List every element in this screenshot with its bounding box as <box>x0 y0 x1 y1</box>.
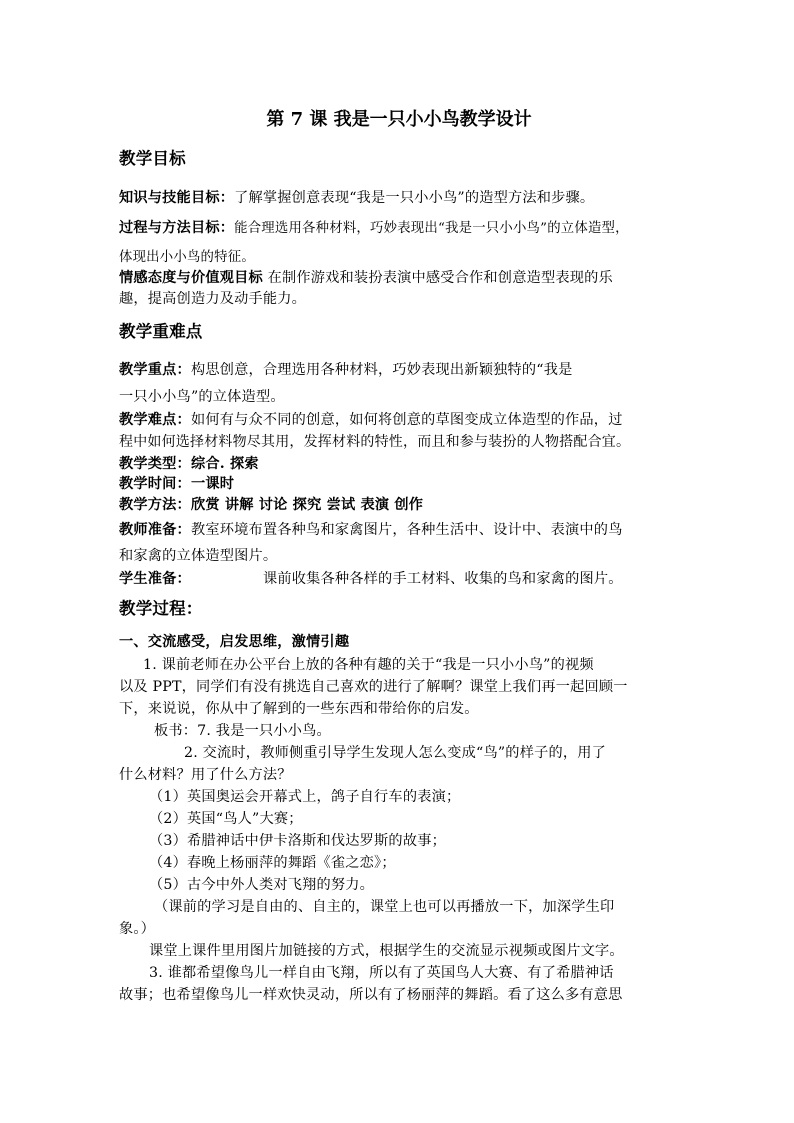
teaching-time: 教学时间：一课时 <box>119 476 235 492</box>
goal-knowledge <box>119 188 594 208</box>
goal-process-continued: 体现出小小鸟的特征。 <box>119 250 255 265</box>
paragraph-2-line-1: 2. 交流时，教师侧重引导学生发现人怎么变成“鸟”的样子的，用了 <box>184 745 607 761</box>
courseware-note: 课堂上课件里用图片加链接的方式，根据学生的交流显示视频或图片文字。 <box>149 943 624 959</box>
heading-teaching-process: 教学过程： <box>119 599 203 618</box>
key-point <box>119 360 572 380</box>
teacher-preparation <box>119 520 623 540</box>
key-point-text: 构思创意，合理选用各种材料，巧妙表现出新颖独特的“我是 <box>190 362 573 378</box>
paragraph-3-line-1: 3. 谁都希望像鸟儿一样自由飞翔，所以有了英国鸟人大赛、有了希腊神话 <box>149 965 614 981</box>
difficult-point-text: 如何有与众不同的创意，如何将创意的草图变成立体造型的作品，过 <box>190 412 623 428</box>
goal-process-label: 过程与方法目标： <box>119 220 235 236</box>
goal-process <box>119 218 629 239</box>
paragraph-1-line-3: 下，来说说，你从中了解到的一些东西和带给你的启发。 <box>119 701 479 717</box>
teacher-preparation-continued: 和家禽的立体造型图片。 <box>119 548 278 564</box>
blackboard-writing: 板书：7. 我是一只小小鸟。 <box>154 723 331 739</box>
student-preparation-label: 学生准备： <box>119 571 191 587</box>
goal-knowledge-text: 了解掌握创意表现“我是一只小小鸟”的造型方法和步骤。 <box>234 190 595 206</box>
goal-emotion <box>119 268 613 288</box>
difficult-point-label: 教学难点： <box>119 412 191 428</box>
teacher-preparation-text: 教室环境布置各种鸟和家禽图片，各种生活中、设计中、表演中的鸟 <box>190 522 623 538</box>
student-preparation <box>119 569 623 589</box>
list-item: （3）希腊神话中伊卡洛斯和伐达罗斯的故事； <box>149 833 446 849</box>
goal-emotion-label: 情感态度与价值观目标 <box>119 270 263 286</box>
paragraph-1-line-1: 1. 课前老师在办公平台上放的各种有趣的关于“我是一只小小鸟”的视频 <box>143 657 594 673</box>
section-1-heading: 一、交流感受，启发思维，激情引趣 <box>119 634 350 650</box>
list-item: （2）英国“鸟人”大赛； <box>149 811 303 827</box>
goal-knowledge-label: 知识与技能目标： <box>119 190 235 206</box>
goal-emotion-text: 在制作游戏和装扮表演中感受合作和创意造型表现的乐 <box>262 270 613 286</box>
teaching-method: 教学方法：欣赏 讲解 讨论 探究 尝试 表演 创作 <box>119 497 424 513</box>
teaching-type: 教学类型：综合. 探索 <box>119 456 259 472</box>
key-point-continued: 一只小小鸟”的立体造型。 <box>119 389 285 405</box>
heading-key-points: 教学重难点 <box>119 322 203 341</box>
document-title: 第 7 课 我是一只小小鸟教学设计 <box>266 109 532 130</box>
teacher-preparation-label: 教师准备： <box>119 522 191 538</box>
list-item: （4）春晚上杨丽萍的舞蹈《雀之恋》； <box>149 855 396 871</box>
goal-process-text: 能合理选用各种材料，巧妙表现出“我是一只小小鸟”的立体造型， <box>234 221 629 236</box>
difficult-point <box>119 410 623 430</box>
note-line-2: 象。） <box>119 921 156 937</box>
paragraph-1-line-2: 以及 PPT，同学们有没有挑选自己喜欢的进行了解啊？课堂上我们再一起回顾一 <box>119 679 628 695</box>
key-point-label: 教学重点： <box>119 362 191 378</box>
heading-teaching-goals: 教学目标 <box>119 149 186 168</box>
difficult-point-continued: 程中如何选择材料物尽其用，发挥材料的特性，而且和参与装扮的人物搭配合宜。 <box>119 434 631 450</box>
goal-emotion-continued: 趣，提高创造力及动手能力。 <box>119 291 307 307</box>
paragraph-2-line-2: 什么材料？用了什么方法？ <box>119 767 292 783</box>
student-preparation-text: 课前收集各种各样的手工材料、收集的鸟和家禽的图片。 <box>262 571 623 587</box>
note-line-1: （课前的学习是自由的、自主的，课堂上也可以再播放一下，加深学生印 <box>154 899 615 915</box>
list-item: （5）古今中外人类对飞翔的努力。 <box>149 877 375 893</box>
list-item: （1）英国奥运会开幕式上，鸽子自行车的表演； <box>149 789 461 805</box>
paragraph-3-line-2: 故事；也希望像鸟儿一样欢快灵动，所以有了杨丽萍的舞蹈。看了这么多有意思 <box>119 987 623 1003</box>
